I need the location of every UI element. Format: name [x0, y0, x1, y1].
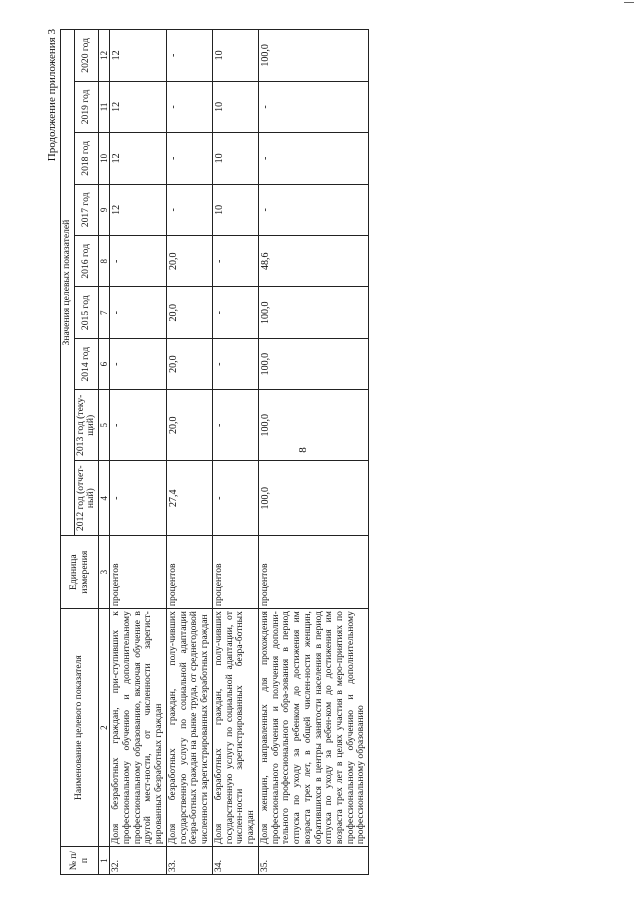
value-2012: - — [212, 461, 258, 536]
rotated-page-content — [44, 25, 596, 875]
header-year-2012: 2012 год (отчет-ный) — [74, 461, 98, 536]
value-2018: 10 — [212, 133, 258, 184]
indicator-name: Доля безработных граждан, полу-чивших государственную услугу по социальной адаптации безра-ботных граждан на рынке труда, от среднегодовой численности зарегистрированных безработных граждан — [166, 609, 212, 847]
value-2017: - — [258, 184, 368, 235]
header-number: № п/п — [61, 847, 99, 875]
value-2015: 100,0 — [258, 287, 368, 338]
indicator-name: Доля женщин, направленных для прохождения профессионального обучения и получения дополни-тельного профессионального обра-зования в период отпуска по уходу за ребенком до достижения им возраста трех лет, в общей числен-ности женщин, обратившихся в центры занятости населения в период отпуска по уходу за ребен-ком до достижения им возраста трех лет в целях участия в меро-приятиях по профессиональному обучению и дополнительному профессиональному образованию — [258, 609, 368, 847]
header-unit: Единица измерения — [61, 536, 99, 609]
value-2015: - — [212, 287, 258, 338]
column-index: 11 — [99, 81, 110, 132]
value-2016: - — [110, 236, 167, 287]
indicator-unit: процентов — [212, 536, 258, 609]
value-2019: 12 — [110, 81, 167, 132]
header-year-2017: 2017 год — [74, 184, 98, 235]
column-index: 7 — [99, 287, 110, 338]
column-index: 5 — [99, 390, 110, 461]
table-row — [258, 30, 368, 875]
header-year-2016: 2016 год — [74, 236, 98, 287]
value-2014: - — [212, 338, 258, 389]
row-number: 32. — [110, 847, 167, 875]
value-2016: - — [212, 236, 258, 287]
value-2020: - — [166, 30, 212, 82]
header-year-2019: 2019 год — [74, 81, 98, 132]
value-2017: - — [166, 184, 212, 235]
value-2017: 12 — [110, 184, 167, 235]
column-index: 10 — [99, 133, 110, 184]
header-indicator-name: Наименование целевого показателя — [61, 609, 99, 847]
value-2019: - — [258, 81, 368, 132]
table-row — [110, 30, 167, 875]
value-2014: - — [110, 338, 167, 389]
value-2013: - — [212, 390, 258, 461]
column-index: 1 — [99, 847, 110, 875]
value-2012: - — [110, 461, 167, 536]
value-2018: - — [258, 133, 368, 184]
value-2018: - — [166, 133, 212, 184]
page-number: 8 — [296, 447, 309, 453]
indicator-name: Доля безработных граждан, при-ступивших к профессиональному обучению и дополнительному профессиональному образованию, включая обучение в другой мест-ности, от численности зарегист-рированных безработных граждан — [110, 609, 167, 847]
value-2020: 100,0 — [258, 30, 368, 82]
row-number: 34. — [212, 847, 258, 875]
column-index: 9 — [99, 184, 110, 235]
value-2014: 20,0 — [166, 338, 212, 389]
indicator-unit: процентов — [110, 536, 167, 609]
target-indicators-table — [60, 29, 369, 875]
header-row-1 — [61, 30, 75, 875]
value-2012: 27,4 — [166, 461, 212, 536]
value-2018: 12 — [110, 133, 167, 184]
corner-scan-mark — [624, 2, 634, 3]
row-number: 33. — [166, 847, 212, 875]
row-number: 35. — [258, 847, 368, 875]
value-2017: 10 — [212, 184, 258, 235]
table-row — [212, 30, 258, 875]
column-index-row — [99, 30, 110, 875]
value-2013: 100,0 — [258, 390, 368, 461]
column-index: 3 — [99, 536, 110, 609]
column-index: 4 — [99, 461, 110, 536]
value-2013: - — [110, 390, 167, 461]
value-2012: 100,0 — [258, 461, 368, 536]
header-year-2014: 2014 год — [74, 338, 98, 389]
column-index: 2 — [99, 609, 110, 847]
value-2015: 20,0 — [166, 287, 212, 338]
value-2016: 48,6 — [258, 236, 368, 287]
column-index: 6 — [99, 338, 110, 389]
appendix-continuation-label: Продолжение приложения 3 — [46, 29, 58, 162]
column-index: 8 — [99, 236, 110, 287]
value-2019: 10 — [212, 81, 258, 132]
header-year-2020: 2020 год — [74, 30, 98, 82]
value-2020: 10 — [212, 30, 258, 82]
indicator-name: Доля безработных граждан, полу-чивших государственную услугу по социальной адаптации, от числен-ности зарегистрированных безра-ботных граждан — [212, 609, 258, 847]
indicator-unit: процентов — [258, 536, 368, 609]
value-2015: - — [110, 287, 167, 338]
header-values-group: Значения целевых показателей — [61, 30, 75, 536]
column-index: 12 — [99, 30, 110, 82]
value-2016: 20,0 — [166, 236, 212, 287]
header-year-2013: 2013 год (теку-щий) — [74, 390, 98, 461]
value-2014: 100,0 — [258, 338, 368, 389]
header-year-2015: 2015 год — [74, 287, 98, 338]
value-2019: - — [166, 81, 212, 132]
indicator-unit: процентов — [166, 536, 212, 609]
value-2013: 20,0 — [166, 390, 212, 461]
header-year-2018: 2018 год — [74, 133, 98, 184]
table-row — [166, 30, 212, 875]
value-2020: 12 — [110, 30, 167, 82]
